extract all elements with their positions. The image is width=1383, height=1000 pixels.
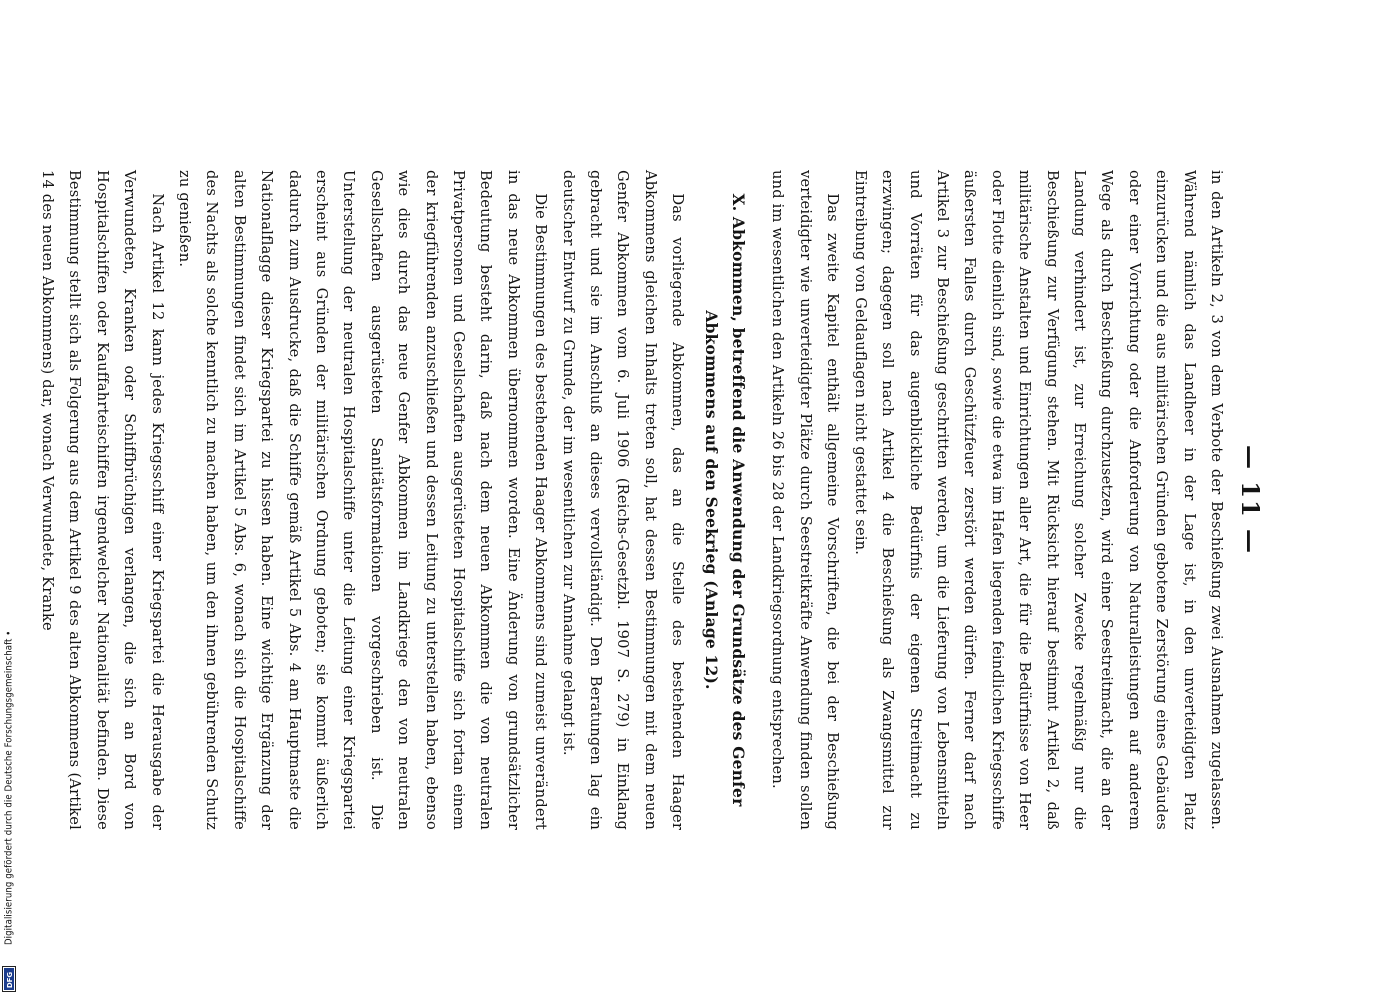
- page-number: — 11 —: [1236, 444, 1265, 556]
- printed-page: [38, 170, 1270, 830]
- digitization-credit-strip: [0, 0, 18, 1000]
- paragraph-article-12: Nach Artikel 12 kann jedes Kriegsschiff einer Kriegspartei die Herausgabe der Verwundeten, Kranken oder Schiffbrüchigen verlangen, die sich an Bord von Hospitalschiffen oder Kauffahrteischiffen irgendwelcher Nationalität befinden. Diese Bestimmung stellt sich als Folgerung aus dem Artikel 9 des alten Abkommens (Artikel 14 des neuen Abkommens) dar, wonach Verwundete, Kranke: [38, 170, 166, 830]
- section-heading-x: X. Abkommen, betreffend die Anwendung der Grundsätze des Genfer Abkommens auf den Seekrieg (Anlage 12).: [701, 193, 749, 807]
- dfg-logo-label: DFG: [6, 971, 14, 989]
- paragraph-hague-provisions: Die Bestimmungen des bestehenden Haager Abkommens sind zumeist unverändert in das neue Abkommen übernommen worden. Eine Änderung von grundsätzlicher Bedeutung besteht darin, daß nach dem neuen Abkommen die von neutralen Privatpersonen und Gesellschaften ausgerüsteten Hospitalschiffe sich fortan einem der kriegführenden anzuschließen und dessen Leitung zu unterstellen haben, ebenso wie dies durch das neue Genfer Abkommen im Landkriege den von neutralen Gesellschaften ausgerüsteten Sanitätsformationen vorgeschrieben ist. Die Unterstellung der neutralen Hospitalschiffe unter die Leitung einer Kriegspartei erscheint aus Gründen der militärischen Ordnung geboten; sie kommt äußerlich dadurch zum Ausdrucke, daß die Schiffe gemäß Artikel 5 Abs. 4 am Hauptmaste die Nationalflagge dieser Kriegspartei zu hissen haben. Eine wichtige Ergänzung der alten Bestimmungen findet sich im Artikel 5 Abs. 6, wonach sich die Hospitalschiffe des Nachts als solche kenntlich zu machen haben, um den ihnen gebührenden Schutz zu genießen.: [175, 170, 550, 830]
- page-body: [34, 170, 1230, 830]
- paragraph-bombardment-exceptions: in den Artikeln 2, 3 von dem Verbote der Beschießung zwei Ausnahmen zugelassen. Während nämlich das Landheer in der Lage ist, in den unverteidigten Platz einzurücken und die aus militärischen Gründen gebotene Zerstörung eines Gebäudes oder einer Vorrichtung oder die Anforderung von Naturalleistungen auf anderem Wege als durch Beschießung durchzusetzen, wird einer Seestreitmacht, die an der Landung verhindert ist, zur Erreichung solcher Zwecke regelmäßig nur die Beschießung zur Verfügung stehen. Mit Rücksicht hierauf bestimmt Artikel 2, daß militärische Anstalten und Einrichtungen aller Art, die für die Bedürfnisse von Heer oder Flotte dienlich sind, sowie die etwa im Hafen liegenden feindlichen Kriegsschiffe äußersten Falles durch Geschützfeuer zerstört werden dürfen. Ferner darf nach Artikel 3 zur Beschießung geschritten werden, um die Lieferung von Lebensmitteln und Vorräten für das augenblickliche Bedürfnis der eigenen Streitmacht zu erzwingen; dagegen soll nach Artikel 4 die Beschießung als Zwangsmittel zur Eintreibung von Geldauflagen nicht gestattet sein.: [851, 170, 1225, 830]
- paragraph-present-agreement: Das vorliegende Abkommen, das an die Stelle des bestehenden Haager Abkommens gleichen Inhalts treten soll, hat dessen Bestimmungen mit dem neuen Genfer Abkommen vom 6. Juli 1906 (Reichs-Gesetzbl. 1907 S. 279) in Einklang gebracht und sie im Anschluß an dieses vervollständigt. Den Beratungen lag ein deutscher Entwurf zu Grunde, der im wesentlichen zur Annahme gelangt ist.: [559, 170, 687, 830]
- paragraph-second-chapter: Das zweite Kapitel enthält allgemeine Vorschriften, die bei der Beschießung verteidigter wie unverteidigter Plätze durch Seestreitkräfte Anwendung finden sollen und im wesentlichen den Artikeln 26 bis 28 der Landkriegsordnung entsprechen.: [769, 170, 842, 830]
- dfg-logo: [2, 966, 16, 992]
- digitization-credit-text: Digitalisierung gefördert durch die Deutsche Forschungsgemeinschaft •: [3, 630, 15, 945]
